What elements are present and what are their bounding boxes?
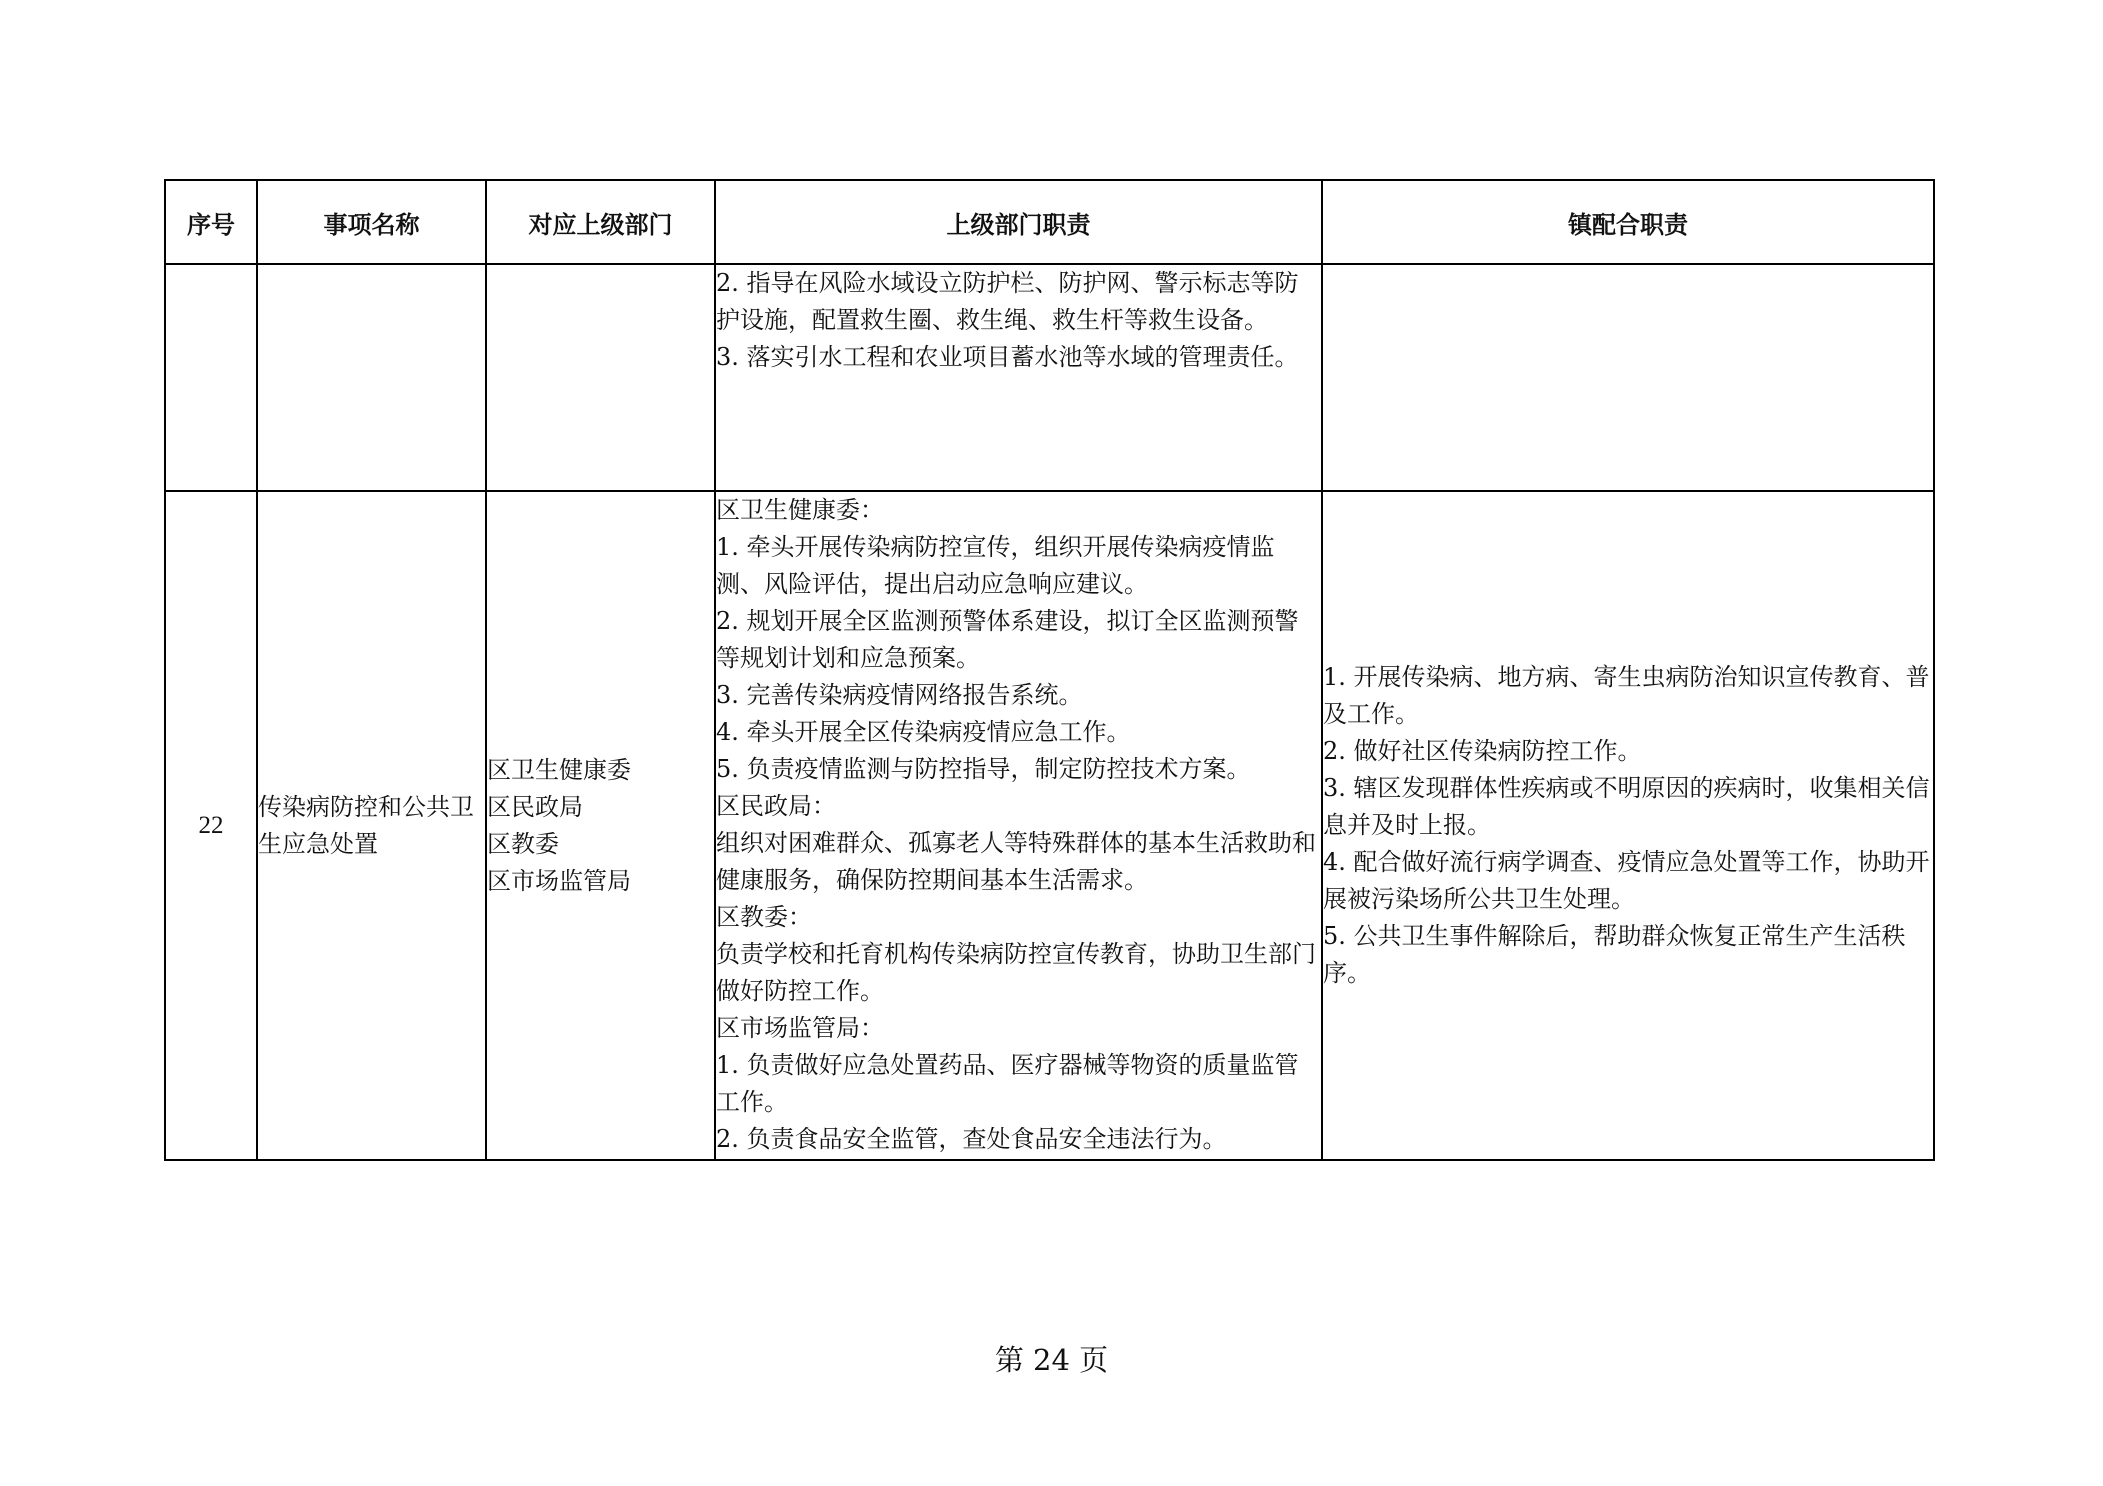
department-line: 区教委: [487, 829, 559, 858]
duty-line: 组织对困难群众、孤寡老人等特殊群体的基本生活救助和健康服务，确保防控期间基本生活需求。: [716, 829, 1316, 894]
duty-line: 2. 规划开展全区监测预警体系建设，拟订全区监测预警等规划计划和应急预案。: [716, 607, 1299, 672]
duty-line: 2. 指导在风险水域设立防护栏、防护网、警示标志等防护设施，配置救生圈、救生绳、救生杆等救生设备。: [716, 269, 1299, 334]
cell-town-duties: [1322, 491, 1934, 1160]
town-duty-line: 5. 公共卫生事件解除后，帮助群众恢复正常生产生活秩序。: [1323, 922, 1906, 987]
table-row-continuation: [165, 264, 1934, 491]
cell-number: 22: [165, 491, 257, 1160]
duty-heading: 区市场监管局：: [716, 1014, 884, 1042]
town-duty-line: 1. 开展传染病、地方病、寄生虫病防治知识宣传教育、普及工作。: [1323, 663, 1930, 728]
cell-item-name: 传染病防控和公共卫生应急处置: [257, 491, 486, 1160]
department-line: 区卫生健康委: [487, 755, 631, 784]
town-duty-line: 3. 辖区发现群体性疾病或不明原因的疾病时，收集相关信息并及时上报。: [1323, 774, 1930, 839]
duty-line: 5. 负责疫情监测与防控指导，制定防控技术方案。: [716, 755, 1251, 783]
cell-departments: [486, 491, 715, 1160]
cell-department-duties: [715, 264, 1322, 491]
duty-heading: 区卫生健康委：: [716, 496, 884, 524]
cell-number: [165, 264, 257, 491]
town-duty-line: 2. 做好社区传染病防控工作。: [1323, 737, 1642, 765]
department-line: 区民政局: [487, 792, 583, 821]
duty-line: 3. 落实引水工程和农业项目蓄水池等水域的管理责任。: [716, 343, 1299, 371]
department-line: 区市场监管局: [487, 866, 631, 895]
duty-line: 2. 负责食品安全监管，查处食品安全违法行为。: [716, 1125, 1227, 1153]
duty-line: 1. 负责做好应急处置药品、医疗器械等物资的质量监管工作。: [716, 1051, 1299, 1116]
duty-line: 1. 牵头开展传染病防控宣传，组织开展传染病疫情监测、风险评估，提出启动应急响应建议。: [716, 533, 1275, 598]
header-number: 序号: [165, 180, 257, 264]
duty-line: 4. 牵头开展全区传染病疫情应急工作。: [716, 718, 1131, 746]
cell-item-name: [257, 264, 486, 491]
table-header-row: [165, 180, 1934, 264]
cell-town-duties: [1322, 264, 1934, 491]
responsibility-table: [164, 179, 1935, 1161]
duty-heading: 区教委：: [716, 903, 812, 931]
cell-department-duties: [715, 491, 1322, 1160]
header-town-duties: 镇配合职责: [1322, 180, 1934, 264]
duty-line: 负责学校和托育机构传染病防控宣传教育，协助卫生部门做好防控工作。: [716, 940, 1316, 1005]
page-number: 第 24 页: [994, 1343, 1109, 1377]
header-department: 对应上级部门: [486, 180, 715, 264]
header-item-name: 事项名称: [257, 180, 486, 264]
table-row-22: [165, 491, 1934, 1160]
town-duty-line: 4. 配合做好流行病学调查、疫情应急处置等工作，协助开展被污染场所公共卫生处理。: [1323, 848, 1930, 913]
cell-departments: [486, 264, 715, 491]
duty-line: 3. 完善传染病疫情网络报告系统。: [716, 681, 1083, 709]
duty-heading: 区民政局：: [716, 792, 836, 820]
header-department-duties: 上级部门职责: [715, 180, 1322, 264]
